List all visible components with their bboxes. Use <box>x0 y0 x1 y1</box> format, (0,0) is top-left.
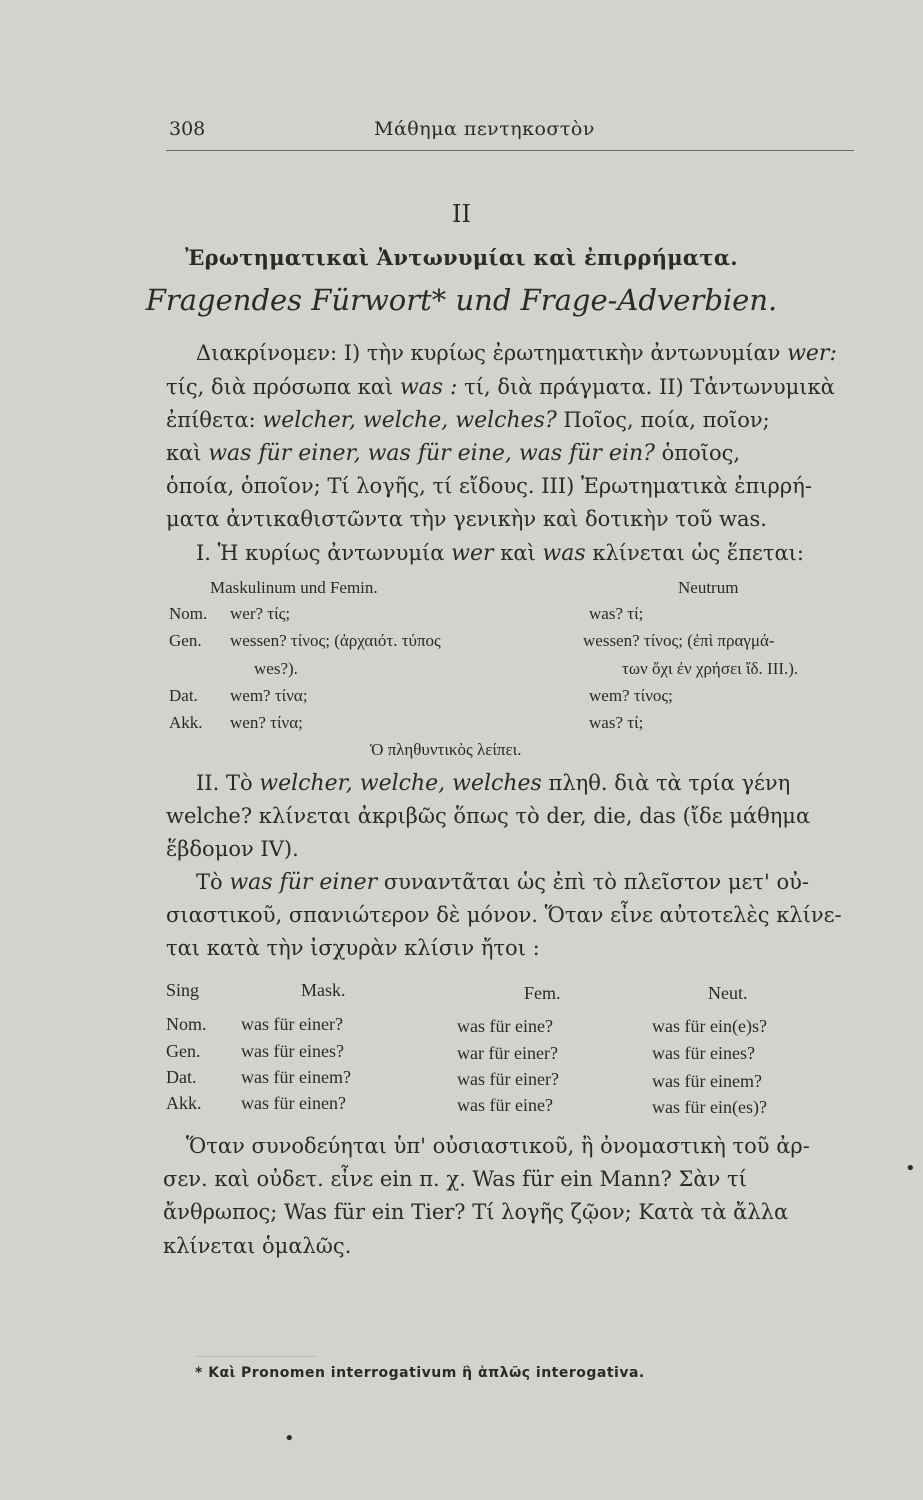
table1-row-nom-right: was? τί; <box>589 604 644 623</box>
table2-row-gen-neut: was für eines? <box>652 1043 755 1063</box>
table1-row-akk-right: was? τί; <box>589 713 644 732</box>
closing-line-4: κλίνεται ὁμαλῶς. <box>163 1234 352 1258</box>
section-heading-german: Fragendes Fürwort* und Frage-Adverbien. <box>145 283 778 317</box>
closing-line-3: ἄνθρωπος; Was für ein Tier? Τί λογῆς ζῷον; Κατὰ τὰ ἄλλα <box>163 1200 789 1224</box>
intro-line-2 <box>166 377 835 399</box>
closing-line-1: Ὅταν συνοδεύηται ὑπ' οὐσιαστικοῦ, ἢ ὀνομαστικὴ τοῦ ἀρ- <box>186 1134 810 1158</box>
table1-row-gen2-left: wes?). <box>254 659 298 678</box>
table1-row-akk-case: Akk. <box>169 713 203 732</box>
table1-row-akk-left: wen? τίνα; <box>230 713 303 732</box>
intro-line-3 <box>166 410 770 432</box>
intro-line-7-was: was <box>542 541 586 566</box>
table1-row-dat-right: wem? τίνος; <box>589 686 673 705</box>
table1-row-gen-case: Gen. <box>169 631 202 650</box>
part2-line-1-text-a: ΙΙ. Τὸ <box>196 771 260 795</box>
part2-line-3: ἕβδομον IV). <box>166 837 299 861</box>
closing-line-2: σεν. καὶ οὐδετ. εἶνε ein π. χ. Was für ein Mann? Σὰν τί <box>163 1167 747 1191</box>
table2-header-neut: Neut. <box>708 983 748 1003</box>
footnote-rule <box>196 1356 316 1357</box>
table2-row-akk-case: Akk. <box>166 1093 202 1113</box>
intro-line-4 <box>166 443 740 465</box>
table1-row-gen-left: wessen? τίνος; (ἀρχαιότ. τύπος <box>230 631 441 650</box>
table2-header-sing: Sing <box>166 980 200 1000</box>
table2-row-gen-case: Gen. <box>166 1041 201 1061</box>
table1-row-nom-left: wer? τίς; <box>230 604 291 623</box>
header-rule <box>166 150 854 151</box>
part2-line-4-text-c: συναντᾶται ὡς ἐπὶ τὸ πλεῖστον μετ' οὐ- <box>377 870 809 894</box>
page-number: 308 <box>169 118 206 140</box>
stray-mark-bottom: • <box>284 1428 295 1449</box>
intro-was-fuer-forms: was für einer, was für eine, was für ein? <box>208 441 655 466</box>
part2-was-fuer-einer: was für einer <box>229 870 378 895</box>
table2-row-nom-mask: was für einer? <box>241 1014 343 1034</box>
intro-line-3-text-a: ἐπίθετα: <box>166 408 263 432</box>
table2-row-nom-fem: was für eine? <box>457 1016 553 1036</box>
stray-mark-right: • <box>905 1158 916 1179</box>
intro-wer: wer: <box>787 341 837 366</box>
part2-line-4-text-a: Τὸ <box>196 870 230 894</box>
table2-row-dat-mask: was für einem? <box>241 1067 351 1087</box>
intro-line-5: ὁποία, ὁποῖον; Τί λογῆς, τί εἴδους. ΙΙΙ) Ἐρωτηματικὰ ἐπιρρή- <box>166 474 812 498</box>
part2-welcher-forms: welcher, welche, welches <box>259 771 542 796</box>
intro-line-3-text-c: Ποῖος, ποία, ποῖον; <box>556 408 770 432</box>
table1-header-left: Maskulinum und Femin. <box>210 578 378 597</box>
intro-was: was : <box>399 375 458 400</box>
intro-line-4-text-c: ὁποῖος, <box>654 441 741 465</box>
table1-plural-note: Ὁ πληθυντικὸς λείπει. <box>370 740 522 759</box>
footnote: * Καὶ Pronomen interrogativum ἢ ἁπλῶς interogativa. <box>195 1365 645 1381</box>
intro-line-1 <box>196 343 837 365</box>
table1-row-nom-case: Nom. <box>169 604 208 623</box>
part2-line-4 <box>196 872 809 894</box>
table2-row-dat-case: Dat. <box>166 1067 197 1087</box>
table2-header-fem: Fem. <box>524 983 561 1003</box>
intro-line-2-text-c: τί, διὰ πράγματα. ΙΙ) Τἀντωνυμικὰ <box>457 375 835 399</box>
intro-welcher-forms: welcher, welche, welches? <box>262 408 557 433</box>
table1-row-gen-right: wessen? τίνος; (ἐπὶ πραγμά- <box>583 631 775 650</box>
section-number: II <box>452 200 471 228</box>
table2-row-akk-neut: was für ein(es)? <box>652 1097 767 1117</box>
table1-row-gen2-right: των ὄχι ἐν χρήσει ἴδ. ΙΙΙ.). <box>622 659 799 678</box>
table1-row-dat-left: wem? τίνα; <box>230 686 308 705</box>
intro-line-6: ματα ἀντικαθιστῶντα τὴν γενικὴν καὶ δοτικὴν τοῦ was. <box>166 507 767 531</box>
intro-line-1-text: Διακρίνομεν: Ι) τὴν κυρίως ἐρωτηματικὴν ἀντωνυμίαν <box>196 341 788 365</box>
part2-line-2: welche? κλίνεται ἀκριβῶς ὅπως τὸ der, die, das (ἴδε μάθημα <box>166 804 811 828</box>
section-heading-greek: Ἐρωτηματικαὶ Ἀντωνυμίαι καὶ ἐπιρρήματα. <box>185 245 738 270</box>
part2-line-1-text-c: πληθ. διὰ τὰ τρία γένη <box>541 771 791 795</box>
table1-header-right: Neutrum <box>678 578 739 597</box>
table2-row-akk-fem: was für eine? <box>457 1095 553 1115</box>
table1-row-dat-case: Dat. <box>169 686 198 705</box>
table2-row-gen-mask: was für eines? <box>241 1041 344 1061</box>
part2-line-5: σιαστικοῦ, σπανιώτερον δὲ μόνον. Ὅταν εἶνε αὐτοτελὲς κλίνε- <box>166 903 842 927</box>
intro-line-7-text-a: Ι. Ἡ κυρίως ἀντωνυμία <box>196 541 452 565</box>
table2-row-nom-case: Nom. <box>166 1014 207 1034</box>
intro-line-7-wer: wer <box>451 541 494 566</box>
table2-row-dat-fem: was für einer? <box>457 1069 559 1089</box>
table2-row-nom-neut: was für ein(e)s? <box>652 1016 767 1036</box>
intro-line-2-text-a: τίς, διὰ πρόσωπα καὶ <box>166 375 400 399</box>
intro-line-4-text-a: καὶ <box>166 441 209 465</box>
table2-row-dat-neut: was für einem? <box>652 1071 762 1091</box>
table2-header-mask: Mask. <box>301 980 346 1000</box>
part2-line-6: ται κατὰ τὴν ἰσχυρὰν κλίσιν ἤτοι : <box>166 936 540 960</box>
table2-row-akk-mask: was für einen? <box>241 1093 346 1113</box>
intro-line-7-text-c: καὶ <box>493 541 543 565</box>
part2-line-1 <box>196 773 790 795</box>
intro-line-7-text-e: κλίνεται ὡς ἕπεται: <box>585 541 804 565</box>
table2-row-gen-fem: war für einer? <box>457 1043 558 1063</box>
running-title: Μάθημα πεντηκοστὸν <box>374 118 595 140</box>
intro-line-7 <box>196 543 804 565</box>
